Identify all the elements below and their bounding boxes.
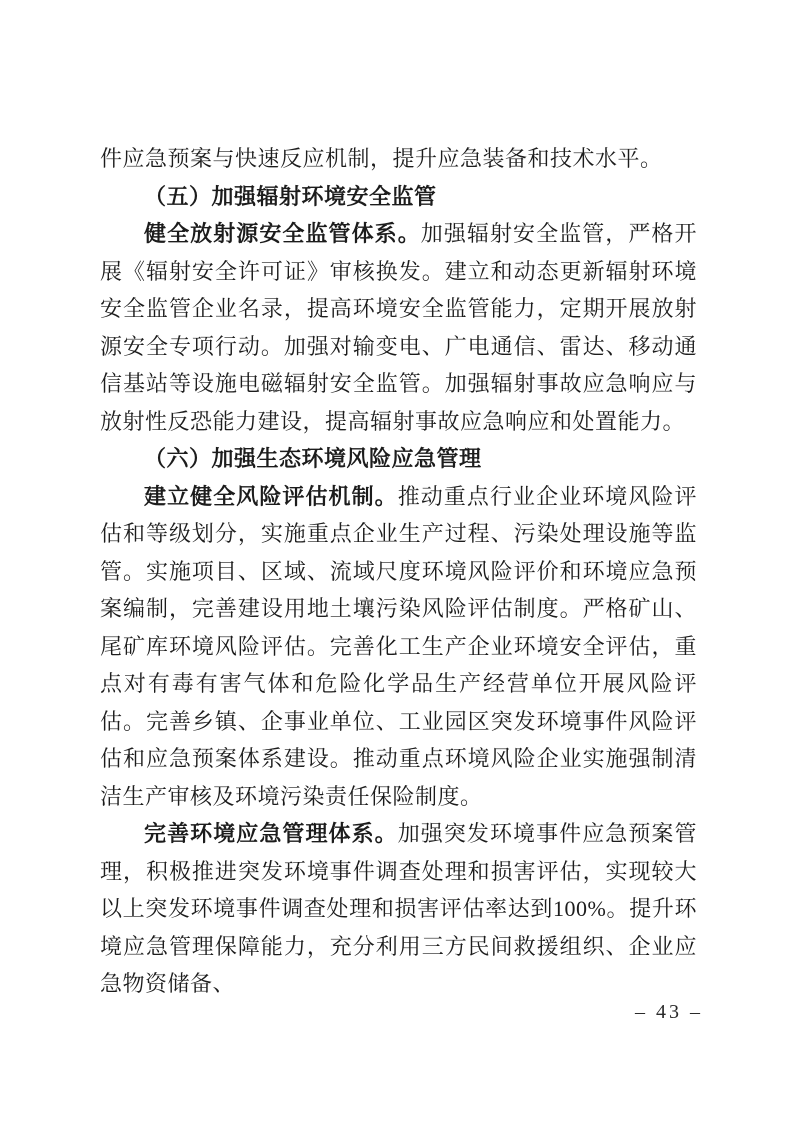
paragraph-lead: 完善环境应急管理体系。 [144,821,398,846]
document-body [100,140,697,1003]
paragraph-continuation: 件应急预案与快速反应机制，提升应急装备和技术水平。 [100,146,663,171]
page-number: – 43 – [635,1001,703,1023]
paragraph-text: 加强突发环境事件应急预案管理，积极推进突发环境事件调查处理和损害评估，实现较大以上突发环境事件调查处理和损害评估率达到100%。提升环境应急管理保障能力，充分利用三方民间救援组织、企业应急物资储备、 [100,821,697,996]
paragraph-text: 推动重点行业企业环境风险评估和等级划分，实施重点企业生产过程、污染处理设施等监管。实施项目、区域、流域尺度环境风险评价和环境应急预案编制，完善建设用地土壤污染风险评估制度。严格矿山、尾矿库环境风险评估。完善化工生产企业环境安全评估，重点对有毒有害气体和危险化学品生产经营单位开展风险评估。完善乡镇、企事业单位、工业园区突发环境事件风险评估和应急预案体系建设。推动重点环境风险企业实施强制清洁生产审核及环境污染责任保险制度。 [100,483,697,809]
paragraph-lead: 建立健全风险评估机制。 [144,483,398,509]
paragraph [100,215,697,440]
section-heading-5: （五）加强辐射环境安全监管 [144,183,437,209]
paragraph [100,815,697,1003]
paragraph [100,478,697,816]
paragraph-text: 加强辐射安全监管，严格开展《辐射安全许可证》审核换发。建立和动态更新辐射环境安全监管企业名录，提高环境安全监管能力，定期开展放射源安全专项行动。加强对输变电、广电通信、雷达、移动通信基站等设施电磁辐射安全监管。加强辐射事故应急响应与放射性反恐能力建设，提高辐射事故应急响应和处置能力。 [100,221,697,434]
paragraph-lead: 健全放射源安全监管体系。 [144,221,421,246]
section-heading-6: （六）加强生态环境风险应急管理 [144,446,482,471]
